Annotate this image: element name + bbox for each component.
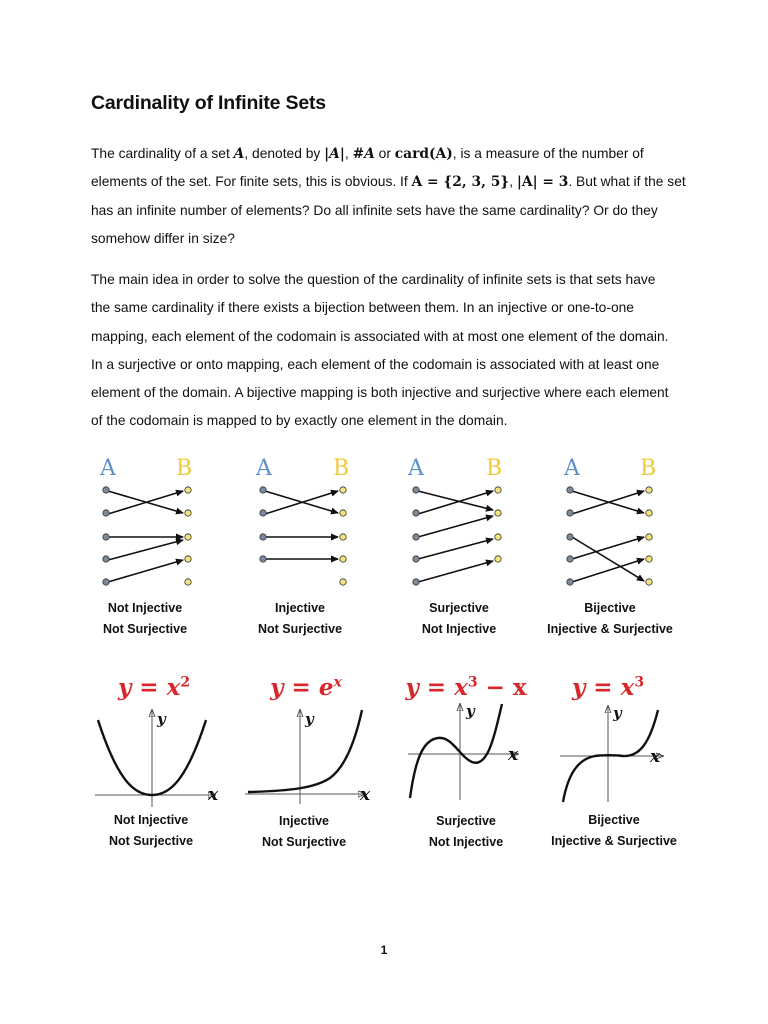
mapping-bijective: [563, 456, 656, 585]
caption-function-3: Surjective Not Injective: [428, 814, 504, 849]
axis-y-label: y: [466, 702, 475, 720]
paragraph-bijection: [91, 266, 691, 436]
axis-y-label: y: [613, 704, 622, 722]
mapping-diagrams: [90, 448, 690, 598]
paragraph-line: has an infinite number of elements? Do all infinite sets have the same cardinality? Or do they: [91, 202, 658, 218]
set-a-label: A: [100, 456, 116, 481]
caption-function-1: Not Injective Not Surjective: [108, 813, 194, 848]
mapping-injective-not-surjective: [255, 456, 349, 585]
graph-exponential: [245, 710, 371, 805]
mapping-not-injective-not-surjective: [99, 456, 192, 585]
paragraph-intro: [91, 140, 691, 253]
equation-x-squared: $y = x^2$: [117, 674, 191, 701]
graph-parabola: [95, 710, 219, 807]
caption-function-2: Injective Not Surjective: [261, 814, 347, 849]
equation-cubic-minus-x: $y = x^3 - x$: [405, 674, 527, 701]
paragraph-line: In a surjective or onto mapping, each element of the codomain is associated with at least one: [91, 356, 660, 372]
equation-cubic: $y = x^3$: [571, 674, 645, 701]
axis-x-label: x: [208, 785, 219, 805]
paragraph-line: The main idea in order to solve the question of the cardinality of infinite sets is that sets have: [91, 272, 656, 287]
page-number: 1: [380, 943, 388, 957]
axis-x-label: x: [650, 747, 661, 767]
page-title: Cardinality of Infinite Sets: [91, 92, 326, 114]
set-a-label: A: [256, 456, 272, 481]
caption-mapping-1: Not Injective Not Surjective: [102, 601, 188, 636]
function-graphs: [90, 702, 690, 810]
paragraph-line: element of the domain. A bijective mapping is both injective and surjective where each element: [91, 385, 669, 401]
graph-cubic: [560, 704, 663, 802]
paragraph-line: of the codomain is mapped to by exactly one element in the domain.: [91, 413, 508, 429]
paragraph-line: The cardinality of a set A, denoted by |A|, #A or card(A), is a measure of the number of: [91, 146, 644, 162]
set-b-label: B: [333, 456, 350, 481]
caption-function-4: Bijective Injective & Surjective: [551, 813, 677, 848]
mapping-surjective-not-injective: [407, 456, 502, 585]
set-b-label: B: [176, 456, 193, 481]
paragraph-line: the same cardinality if there exists a bijection between them. In an injective or one-to-one: [91, 300, 634, 316]
axis-x-label: x: [508, 745, 519, 765]
set-a-label: A: [408, 456, 424, 481]
caption-mapping-4: Bijective Injective & Surjective: [547, 601, 673, 636]
caption-mapping-2: Injective Not Surjective: [257, 601, 343, 636]
set-b-label: B: [640, 456, 657, 481]
axis-y-label: y: [305, 710, 314, 728]
axis-y-label: y: [157, 710, 166, 728]
set-a-label: A: [564, 456, 580, 481]
graph-cubic-minus-x: [408, 702, 519, 800]
set-b-label: B: [486, 456, 503, 481]
axis-x-label: x: [360, 785, 371, 805]
paragraph-line: somehow differ in size?: [91, 230, 235, 246]
caption-mapping-3: Surjective Not Injective: [421, 601, 497, 636]
equation-exponential: $y = e^x$: [270, 674, 342, 701]
paragraph-line: elements of the set. For finite sets, this is obvious. If A = {2, 3, 5}, |A| = 3. But what if the set: [91, 174, 686, 191]
paragraph-line: mapping, each element of the codomain is associated with at most one element of the domain.: [91, 328, 669, 344]
